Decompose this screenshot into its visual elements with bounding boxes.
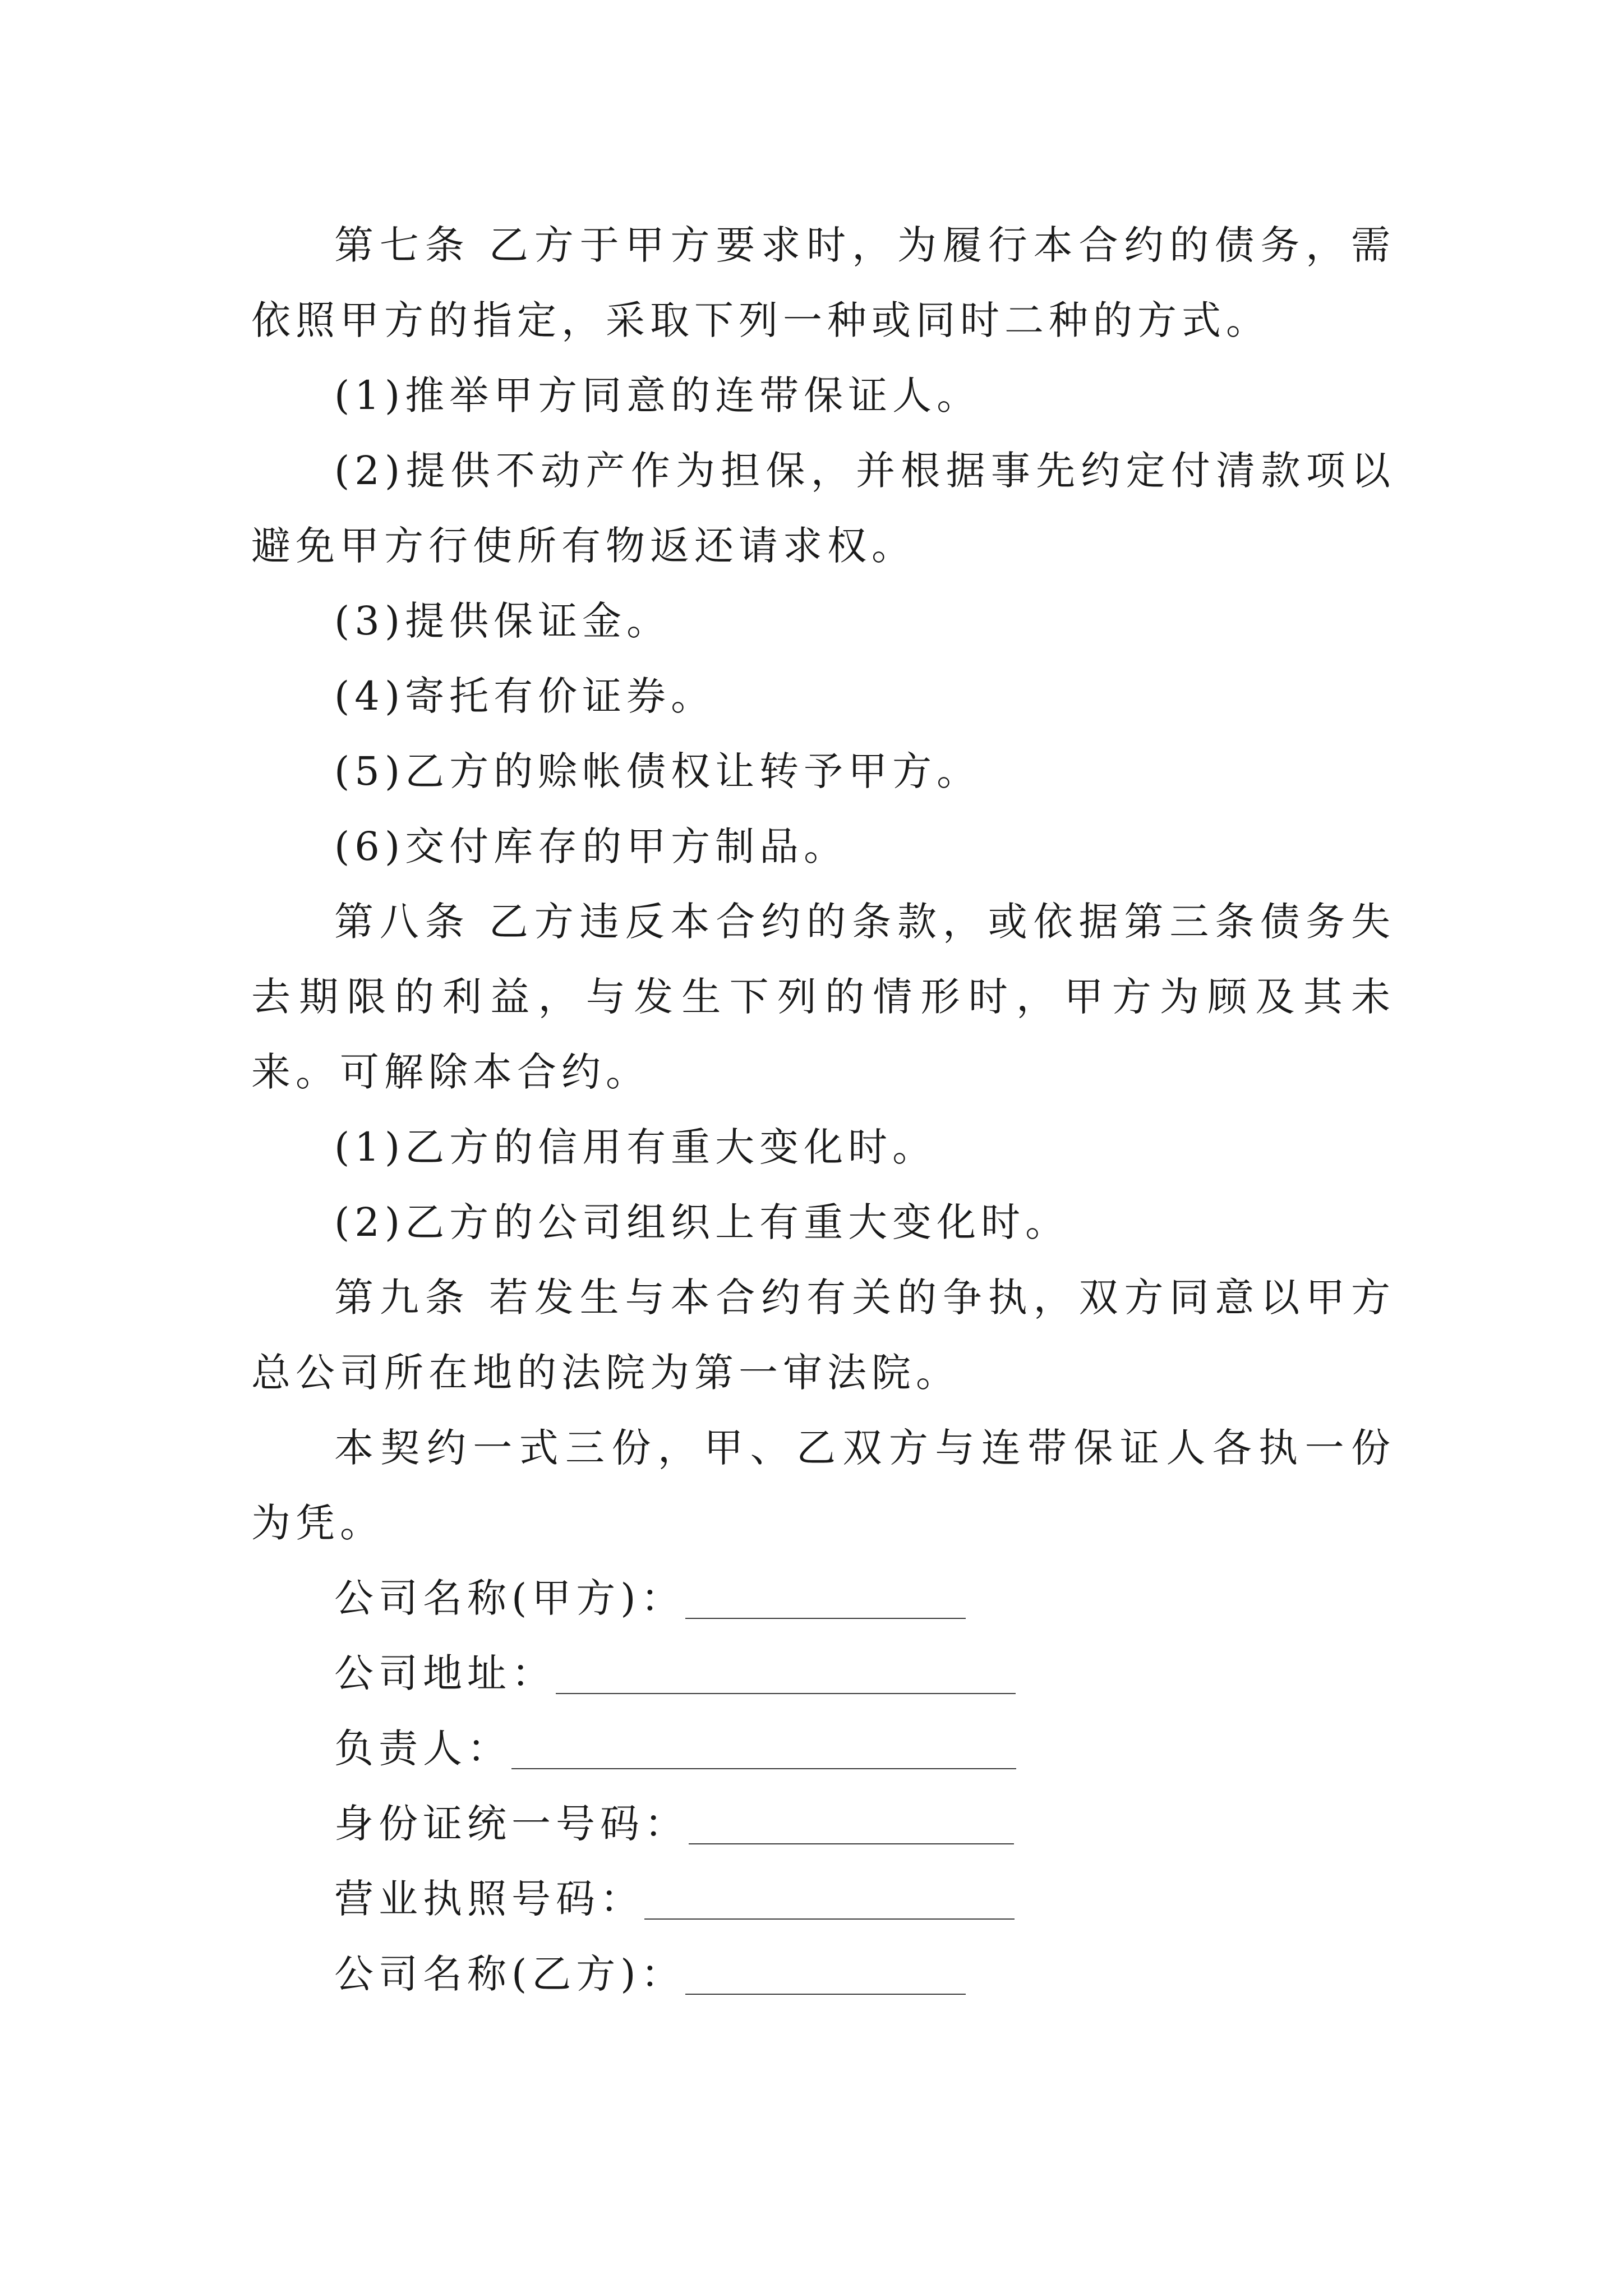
article-8-item-2: (2)乙方的公司组织上有重大变化时。 (334, 1199, 1070, 1245)
field-company-name-party-a (334, 1561, 1395, 1636)
blank-line[interactable] (556, 1692, 1016, 1694)
article-7-item-2: (2)提供不动产作为担保，并根据事先约定付清款项以避免甲方行使所有物返还请求权。 (251, 448, 1395, 569)
article-7-item-3: (3)提供保证金。 (334, 598, 671, 644)
blank-line[interactable] (689, 1843, 1014, 1844)
field-label: 营业执照号码： (334, 1876, 644, 1922)
article-7: 第七条 乙方于甲方要求时，为履行本合约的债务，需依照甲方的指定，采取下列一种或同时二种的方式。 (251, 222, 1395, 343)
blank-line[interactable] (644, 1918, 1015, 1920)
blank-line[interactable] (685, 1993, 966, 1995)
field-company-name-party-b (334, 1936, 1395, 2012)
article-7-item-4: (4)寄托有价证券。 (334, 673, 716, 719)
document-body (251, 208, 1395, 2012)
article-7-item-6: (6)交付库存的甲方制品。 (334, 823, 849, 869)
field-label: 身份证统一号码： (334, 1801, 689, 1847)
field-label: 公司地址： (334, 1650, 556, 1696)
field-label: 负责人： (334, 1726, 511, 1772)
article-7-item-1: (1)推举甲方同意的连带保证人。 (334, 372, 981, 418)
field-responsible-person (334, 1711, 1395, 1786)
blank-line[interactable] (685, 1617, 966, 1619)
blank-line[interactable] (511, 1768, 1016, 1769)
field-company-address (334, 1636, 1395, 1711)
article-9: 第九条 若发生与本合约有关的争执，双方同意以甲方总公司所在地的法院为第一审法院。 (251, 1274, 1395, 1396)
article-8: 第八条 乙方违反本合约的条款，或依据第三条债务失去期限的利益，与发生下列的情形时，甲方为顾及其未来。可解除本合约。 (251, 899, 1395, 1095)
field-label: 公司名称(甲方)： (334, 1575, 685, 1621)
field-label: 公司名称(乙方)： (334, 1951, 685, 1997)
field-id-number (334, 1786, 1395, 1861)
field-business-license-number (334, 1861, 1395, 1936)
article-7-item-5: (5)乙方的赊帐债权让转予甲方。 (334, 748, 981, 794)
article-8-item-1: (1)乙方的信用有重大变化时。 (334, 1124, 937, 1170)
copies-clause: 本契约一式三份，甲、乙双方与连带保证人各执一份为凭。 (251, 1425, 1395, 1546)
